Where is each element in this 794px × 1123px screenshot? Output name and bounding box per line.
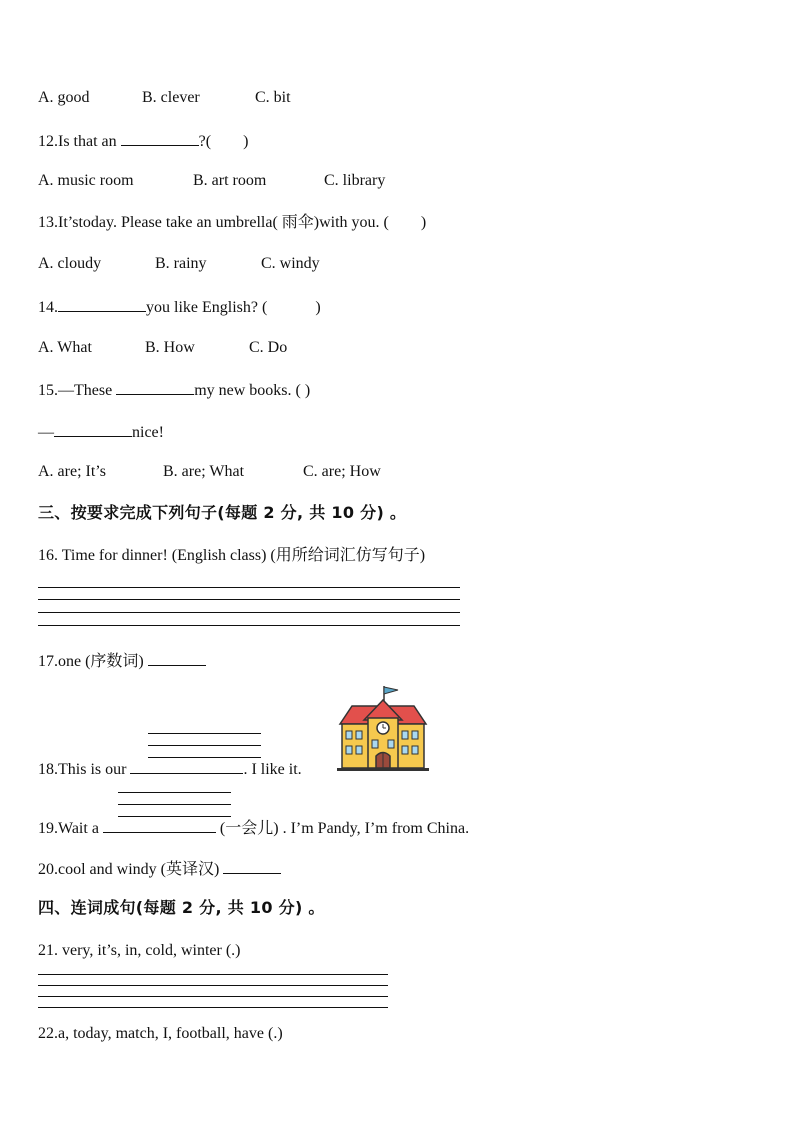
q13-option-a[interactable]: A. cloudy xyxy=(38,255,102,272)
q13-options xyxy=(38,254,320,274)
q16-answer-line-3[interactable] xyxy=(38,612,460,613)
q11-option-b[interactable]: B. clever xyxy=(142,89,200,106)
q15-prefix: 15.—These xyxy=(38,382,117,399)
q19-answer-line-2[interactable] xyxy=(118,804,231,805)
q11-option-c[interactable]: C. bit xyxy=(255,89,291,106)
section-3-title: 三、按要求完成下列句子(每题 2 分, 共 10 分) 。 xyxy=(38,503,407,522)
q14-question xyxy=(38,296,321,318)
q15-suffix: my new books. ( ) xyxy=(194,382,311,399)
q14-option-b[interactable]: B. How xyxy=(145,339,195,356)
q17-prefix: 17.one (序数词) xyxy=(38,653,148,670)
q15-options xyxy=(38,462,381,482)
q15-response xyxy=(38,421,164,443)
q19-prefix: 19.Wait a xyxy=(38,820,103,837)
q22-question: 22.a, today, match, I, football, have (.) xyxy=(38,1025,283,1042)
q19-answer-line-1[interactable] xyxy=(118,792,231,793)
q14-option-a[interactable]: A. What xyxy=(38,339,92,356)
q18-suffix: . I like it. xyxy=(243,761,302,778)
q18-question xyxy=(38,758,302,780)
q15-answer-blank-1[interactable] xyxy=(116,379,194,395)
q14-options xyxy=(38,338,287,358)
q18-prefix: 18.This is our xyxy=(38,761,131,778)
q16-answer-line-4[interactable] xyxy=(38,625,460,626)
q15-answer-blank-2[interactable] xyxy=(54,421,132,437)
q14-option-c[interactable]: C. Do xyxy=(249,339,288,356)
q14-suffix: you like English? ( ) xyxy=(146,299,321,316)
q16-question: 16. Time for dinner! (English class) (用所给词汇仿写句子) xyxy=(38,547,426,564)
q12-suffix: ?( ) xyxy=(198,133,249,150)
q21-answer-line-2[interactable] xyxy=(38,985,388,986)
q15-response-suffix: nice! xyxy=(132,424,164,441)
q21-question: 21. very, it’s, in, cold, winter (.) xyxy=(38,942,241,959)
q12-question xyxy=(38,130,248,152)
q17-answer-blank[interactable] xyxy=(148,650,206,666)
q19-suffix: (一会儿) . I’m Pandy, I’m from China. xyxy=(215,820,470,837)
q20-answer-blank[interactable] xyxy=(223,858,281,874)
q12-option-c[interactable]: C. library xyxy=(324,172,386,189)
q15-option-c[interactable]: C. are; How xyxy=(303,463,381,480)
q18-answer-line-1[interactable] xyxy=(148,733,261,734)
q13-option-c[interactable]: C. windy xyxy=(261,255,320,272)
q19-answer-blank[interactable] xyxy=(103,817,216,833)
q18-answer-line-2[interactable] xyxy=(148,745,261,746)
q14-answer-blank[interactable] xyxy=(58,296,146,312)
q20-question xyxy=(38,858,281,880)
q21-answer-line-3[interactable] xyxy=(38,996,388,997)
school-building-image xyxy=(336,684,430,772)
q17-question xyxy=(38,650,206,672)
q15-option-a[interactable]: A. are; It’s xyxy=(38,463,106,480)
q18-answer-blank[interactable] xyxy=(130,758,243,774)
q12-option-b[interactable]: B. art room xyxy=(193,172,267,189)
q12-options xyxy=(38,171,385,191)
q15-dash: — xyxy=(38,424,54,441)
q11-option-a[interactable]: A. good xyxy=(38,89,90,106)
q21-answer-line-1[interactable] xyxy=(38,974,388,975)
section-4-title: 四、连词成句(每题 2 分, 共 10 分) 。 xyxy=(38,898,325,917)
q15-option-b[interactable]: B. are; What xyxy=(163,463,245,480)
q16-answer-line-2[interactable] xyxy=(38,599,460,600)
q11-options xyxy=(38,88,291,108)
q19-question xyxy=(38,817,469,839)
q20-prefix: 20.cool and windy (英译汉) xyxy=(38,861,224,878)
q14-prefix: 14. xyxy=(38,299,58,316)
q15-question xyxy=(38,379,310,401)
q12-option-a[interactable]: A. music room xyxy=(38,172,134,189)
q16-answer-line-1[interactable] xyxy=(38,587,460,588)
q12-prefix: 12.Is that an xyxy=(38,133,121,150)
q13-option-b[interactable]: B. rainy xyxy=(155,255,207,272)
q12-answer-blank[interactable] xyxy=(121,130,199,146)
q21-answer-line-4[interactable] xyxy=(38,1007,388,1008)
q13-question: 13.It’stoday. Please take an umbrella( 雨伞)with you. ( ) xyxy=(38,214,427,231)
